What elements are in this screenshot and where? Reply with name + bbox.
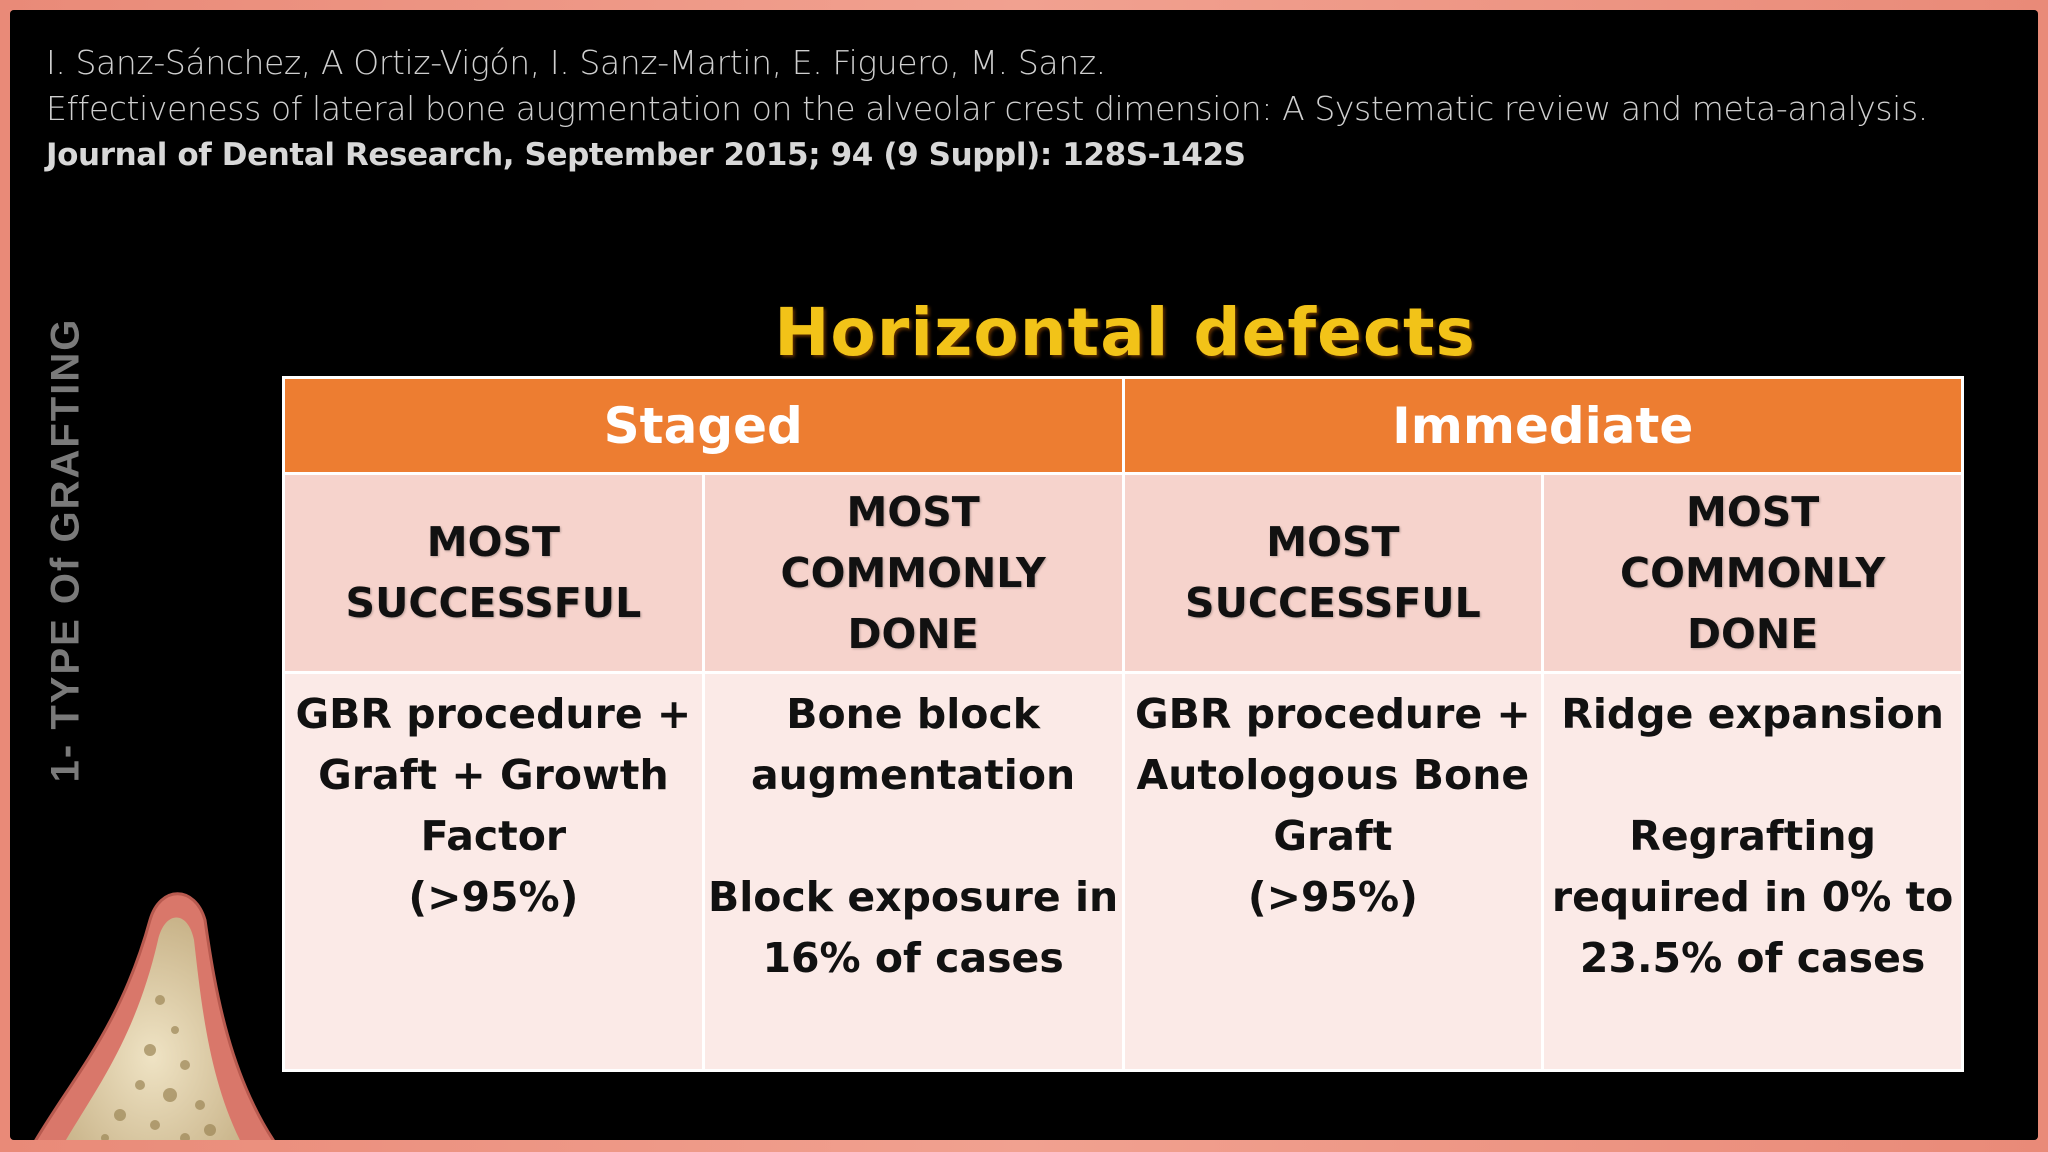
- cell-text: GBR procedure + Autologous Bone Graft (>95%): [1134, 690, 1531, 921]
- group-header-staged: Staged: [284, 378, 1124, 474]
- subheader-text: MOST COMMONLY DONE: [1620, 487, 1886, 658]
- table-cell: [703, 673, 1123, 1071]
- comparison-table: [282, 376, 1964, 1072]
- cell-text: Ridge expansion Regrafting required in 0% to 23.5% of cases: [1551, 690, 1954, 982]
- cell-text: Bone block augmentation Block exposure in 16% of cases: [708, 690, 1119, 982]
- subheader-text: MOST SUCCESSFUL: [1185, 518, 1481, 627]
- side-label: 1- TYPE Of GRAFTING: [43, 317, 88, 783]
- subheader-cell: [1123, 474, 1543, 673]
- table-body-row: [284, 673, 1963, 1071]
- table-group-row: [284, 378, 1963, 474]
- table-cell: [1123, 673, 1543, 1071]
- table-cell: [284, 673, 704, 1071]
- citation-title: Effectiveness of lateral bone augmentation on the alveolar crest dimension: A Systematic review and meta-analysis.: [46, 89, 1928, 128]
- citation-authors: I. Sanz-Sánchez, A Ortiz-Vigón, I. Sanz-Martin, E. Figuero, M. Sanz.: [46, 43, 1106, 82]
- table-subheader-row: [284, 474, 1963, 673]
- subheader-cell: [703, 474, 1123, 673]
- slide-heading: Horizontal defects: [774, 294, 1476, 371]
- subheader-cell: [284, 474, 704, 673]
- subheader-text: MOST COMMONLY DONE: [780, 487, 1046, 658]
- subheader-cell: [1543, 474, 1963, 673]
- table-cell: [1543, 673, 1963, 1071]
- group-header-immediate: Immediate: [1123, 378, 1963, 474]
- citation: [46, 40, 1928, 178]
- cell-text: GBR procedure + Graft + Growth Factor (>95%): [295, 690, 692, 921]
- subheader-text: MOST SUCCESSFUL: [345, 518, 642, 627]
- bone-illustration-icon: [10, 880, 310, 1140]
- citation-journal: Journal of Dental Research, September 2015; 94 (9 Suppl): 128S-142S: [46, 137, 1246, 173]
- slide-canvas: [10, 10, 2038, 1140]
